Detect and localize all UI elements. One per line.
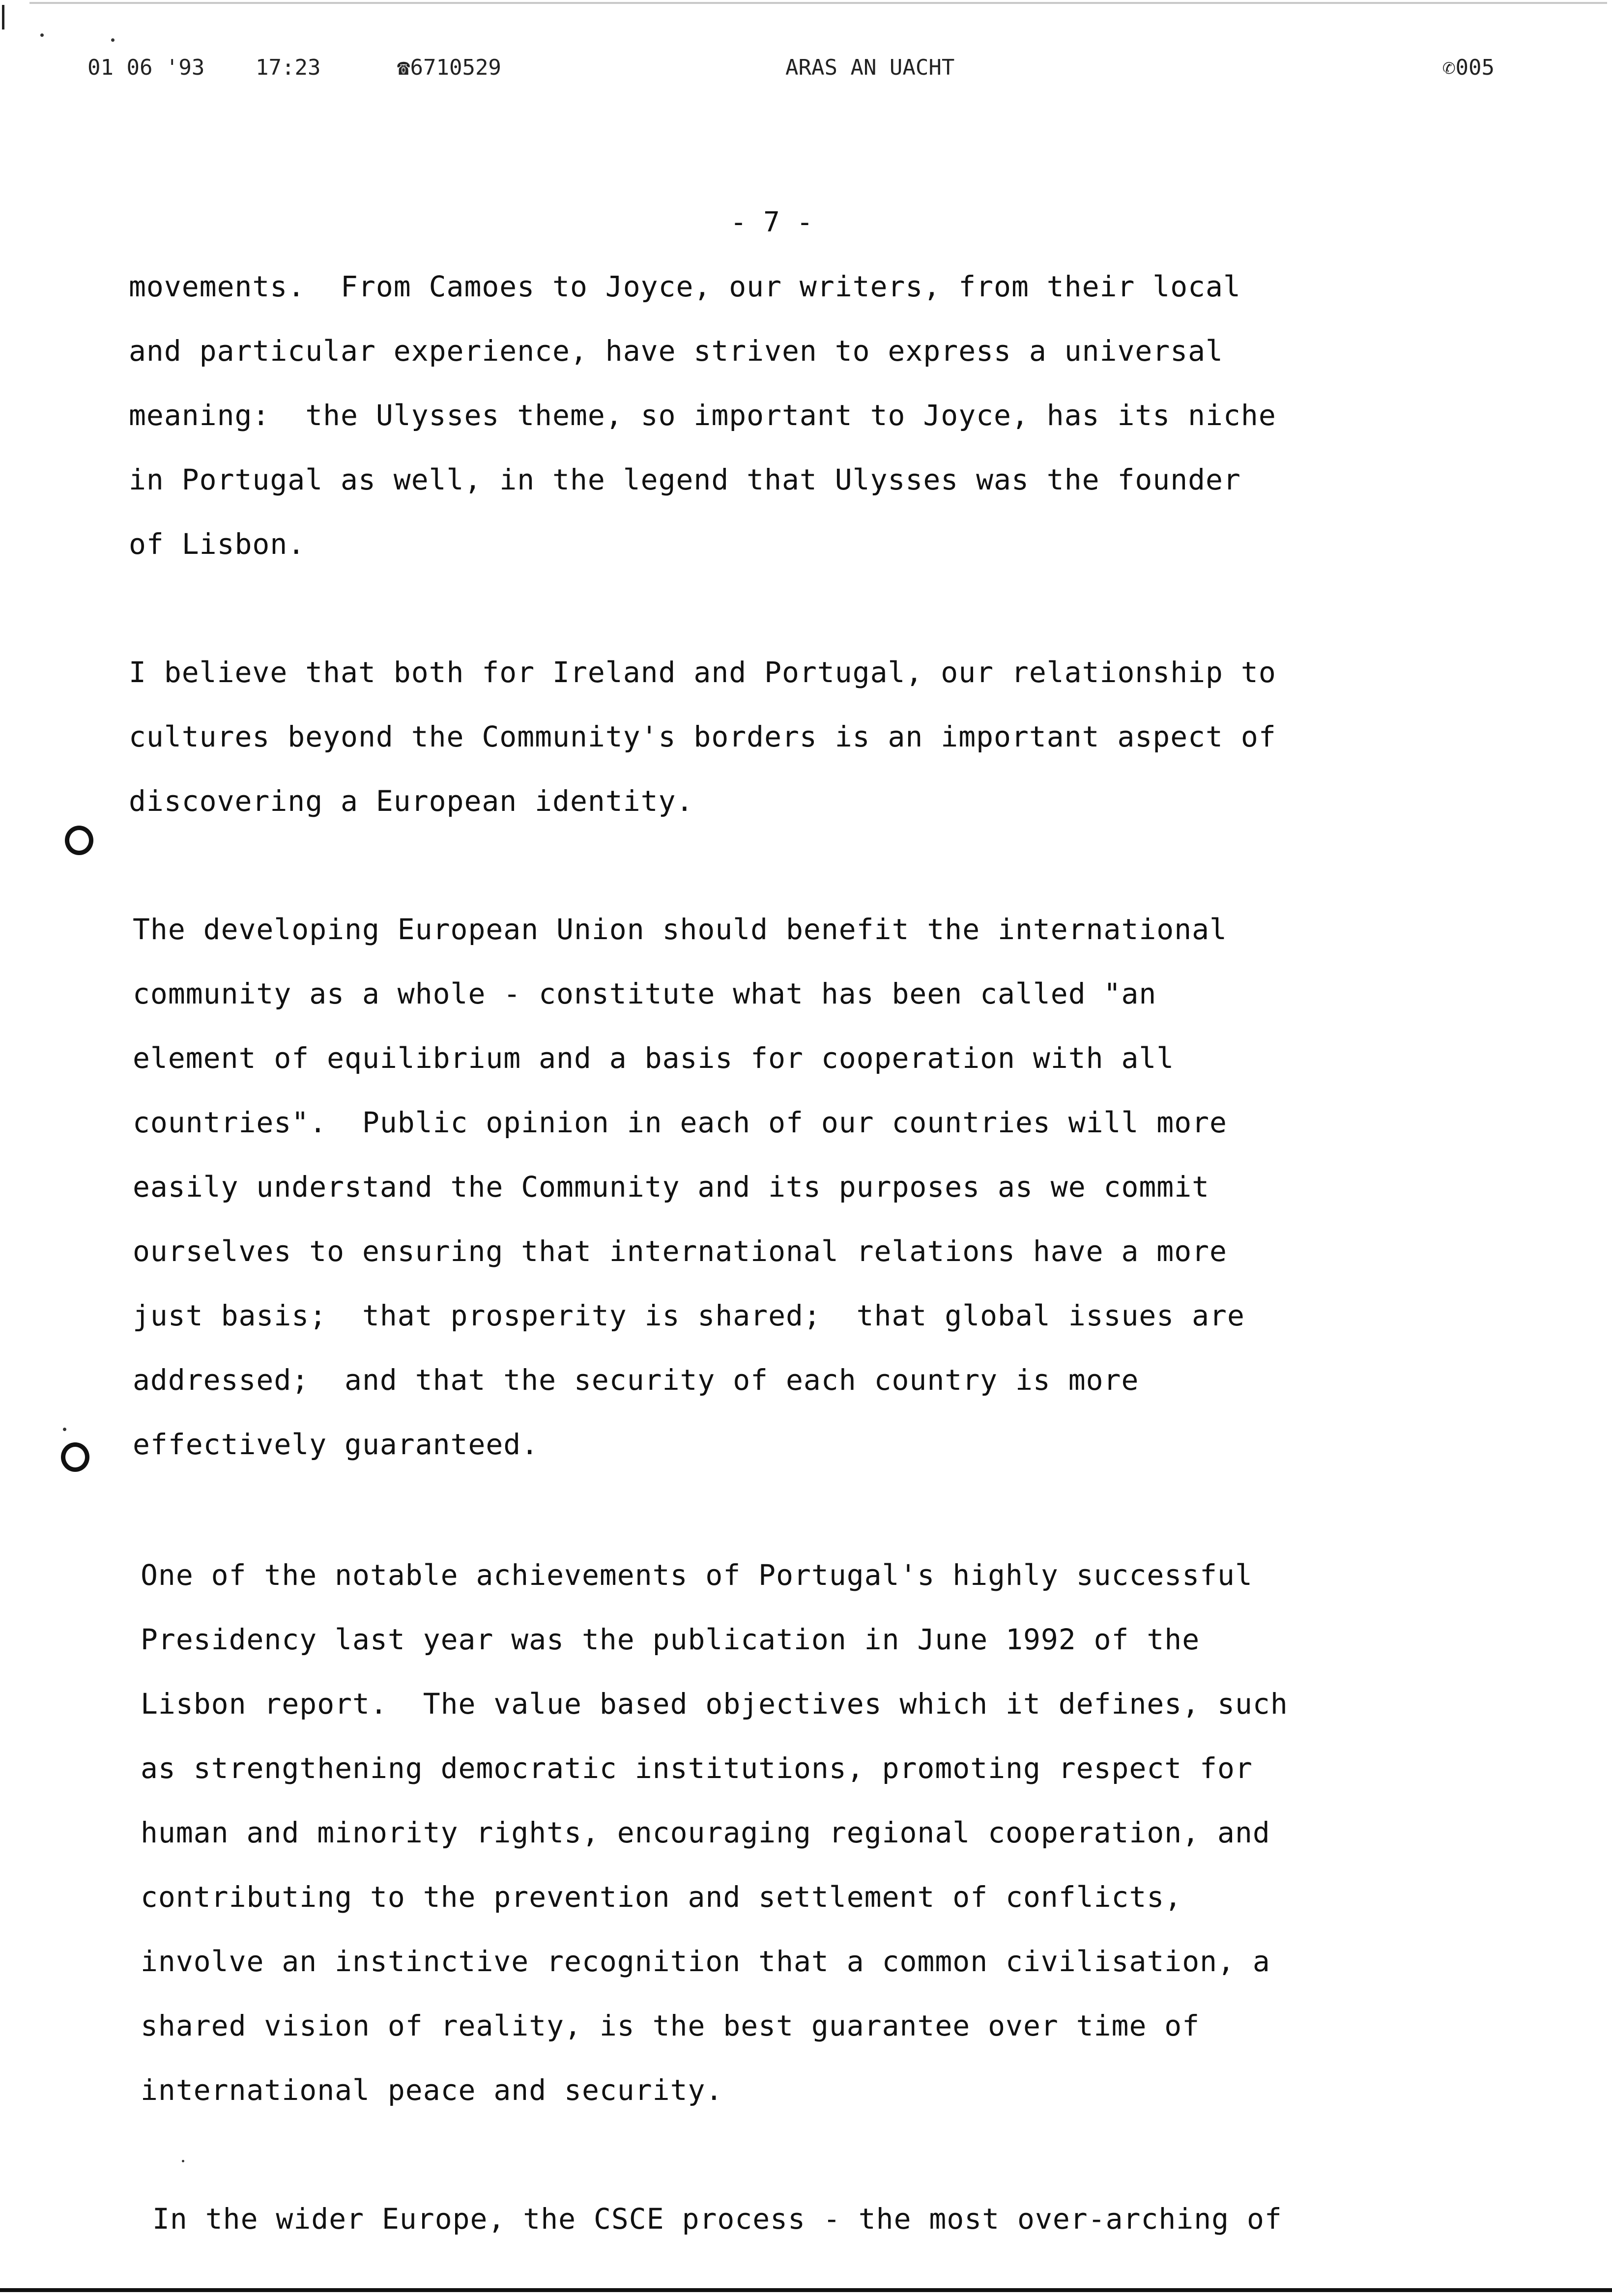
text-line: shared vision of reality, is the best guarantee over time of xyxy=(141,2009,1200,2042)
text-line: One of the notable achievements of Portugal's highly successful xyxy=(141,1558,1253,1592)
text-line: The developing European Union should benefit the international xyxy=(133,913,1227,946)
paragraph-3 xyxy=(133,897,1558,1477)
text-line: meaning: the Ulysses theme, so important to Joyce, has its niche xyxy=(129,399,1276,432)
text-line: just basis; that prosperity is shared; that global issues are xyxy=(133,1299,1245,1332)
fax-phone-number: ☎6710529 xyxy=(397,55,501,80)
text-line: of Lisbon. xyxy=(129,527,306,561)
text-line: as strengthening democratic institutions, promoting respect for xyxy=(141,1751,1253,1785)
text-line: ourselves to ensuring that international relations have a more xyxy=(133,1234,1227,1268)
scan-speck xyxy=(182,2160,184,2162)
page-number: - 7 - xyxy=(730,206,813,238)
text-line: easily understand the Community and its purposes as we commit xyxy=(133,1170,1210,1204)
text-line: element of equilibrium and a basis for cooperation with all xyxy=(133,1041,1175,1075)
paragraph-4 xyxy=(141,1543,1566,2123)
text-line: cultures beyond the Community's borders is an important aspect of xyxy=(129,720,1276,753)
text-line: I believe that both for Ireland and Portugal, our relationship to xyxy=(129,656,1276,689)
text-line: movements. From Camoes to Joyce, our writers, from their local xyxy=(129,270,1241,303)
paragraph-1 xyxy=(129,255,1554,576)
scan-edge-mark xyxy=(2,5,4,29)
text-line: community as a whole - constitute what has been called "an xyxy=(133,977,1157,1010)
text-line: contributing to the prevention and settlement of conflicts, xyxy=(141,1880,1182,1914)
text-line: In the wider Europe, the CSCE process - the most over-arching of xyxy=(152,2202,1282,2236)
scan-speck xyxy=(63,1428,66,1431)
fax-sender: ARAS AN UACHT xyxy=(785,55,955,80)
text-line: effectively guaranteed. xyxy=(133,1428,539,1461)
text-line: discovering a European identity. xyxy=(129,784,694,818)
scan-edge-line xyxy=(29,2,1607,4)
text-line: Lisbon report. The value based objectives which it defines, such xyxy=(141,1687,1288,1721)
fax-date: 01 06 '93 xyxy=(87,55,205,80)
scan-speck xyxy=(111,38,115,42)
scan-edge-line xyxy=(0,2288,1612,2292)
text-line: addressed; and that the security of each country is more xyxy=(133,1363,1139,1397)
text-line: and particular experience, have striven to express a universal xyxy=(129,334,1223,368)
scan-speck xyxy=(40,33,44,37)
paragraph-5 xyxy=(152,2187,1578,2251)
text-line: international peace and security. xyxy=(141,2073,723,2107)
text-line: involve an instinctive recognition that a common civilisation, a xyxy=(141,1945,1270,1978)
punch-hole xyxy=(65,826,93,855)
text-line: in Portugal as well, in the legend that Ulysses was the founder xyxy=(129,463,1241,496)
paragraph-2 xyxy=(129,640,1554,833)
fax-time: 17:23 xyxy=(256,55,321,80)
text-line: countries". Public opinion in each of our countries will more xyxy=(133,1106,1227,1139)
fax-header xyxy=(0,55,1612,85)
text-line: human and minority rights, encouraging regional cooperation, and xyxy=(141,1816,1270,1849)
text-line: Presidency last year was the publication in June 1992 of the xyxy=(141,1623,1200,1656)
punch-hole xyxy=(61,1442,89,1472)
fax-page-code: ✆005 xyxy=(1442,55,1495,80)
